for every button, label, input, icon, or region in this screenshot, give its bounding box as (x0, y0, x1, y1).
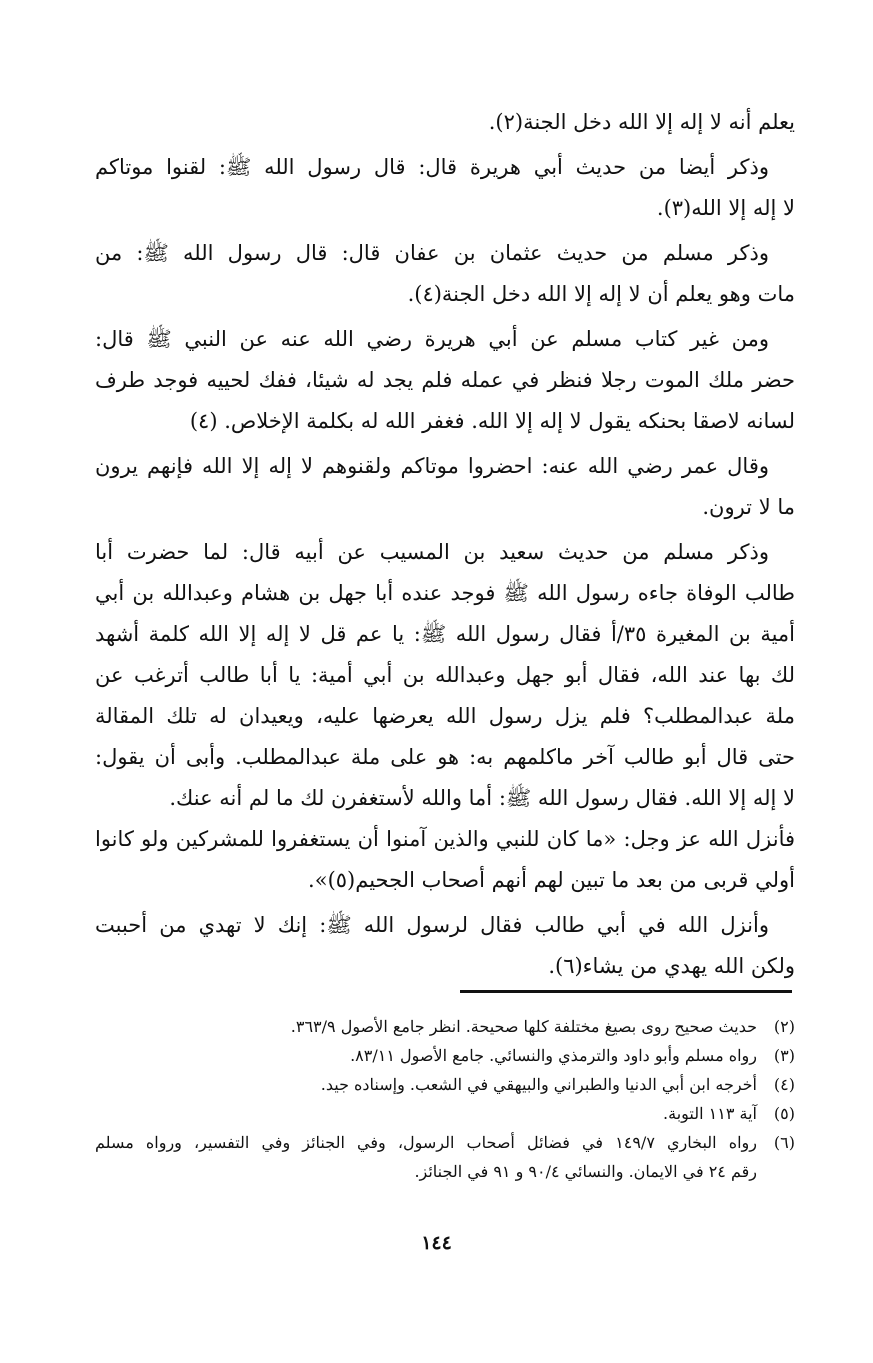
text-line: وأنزل الله في أبي طالب فقال لرسول الله ﷺ: إنك لا تهدي من أحببت (95, 913, 769, 937)
text-line: ولكن الله يهدي من يشاء(٦). (548, 954, 795, 978)
footnote-text: رواه البخاري ١٤٩/٧ في فضائل أصحاب الرسول، وفي الجنائز وفي التفسير، ورواه مسلم (95, 1133, 758, 1152)
footnote (95, 1128, 795, 1186)
paragraph-6 (95, 532, 795, 819)
text-line: وذكر مسلم من حديث عثمان بن عفان قال: قال رسول الله ﷺ: من (95, 241, 769, 265)
footnote-text: رواه مسلم وأبو داود والترمذي والنسائي. جامع الأصول ٨٣/١١. (350, 1046, 757, 1065)
text-line: أمية بن المغيرة ٣٥/أ فقال رسول الله ﷺ: يا عم قل لا إله إلا الله كلمة أشهد (95, 622, 795, 646)
text-line: لا إله إلا الله. فقال رسول الله ﷺ: أما والله لأستغفرن لك ما لم أنه عنك. (169, 786, 795, 810)
footnote-text: رقم ٢٤ في الايمان. والنسائي ٩٠/٤ و ٩١ في الجنائز. (414, 1162, 757, 1181)
text-line: أولي قربى من بعد ما تبين لهم أنهم أصحاب الجحيم(٥)». (308, 868, 795, 892)
text-line: ما لا ترون. (702, 495, 795, 519)
footnote-number: (٦) (773, 1133, 795, 1152)
text-line: لك بها عند الله، فقال أبو جهل وعبدالله بن أبي أمية: يا أبا طالب أترغب عن (95, 663, 795, 687)
footnote-number: (٤) (773, 1075, 795, 1094)
text-line: حتى قال أبو طالب آخر ماكلمهم به: هو على ملة عبدالمطلب. وأبى أن يقول: (95, 745, 795, 769)
footnotes (95, 1012, 795, 1186)
footnote (95, 1099, 795, 1128)
paragraph-5 (95, 446, 795, 528)
text-line: مات وهو يعلم أن لا إله إلا الله دخل الجنة(٤). (407, 282, 795, 306)
footnote-number: (٣) (773, 1046, 795, 1065)
footnote-text: حديث صحيح روى بصيغ مختلفة كلها صحيحة. انظر جامع الأصول ٣٦٣/٩. (290, 1017, 757, 1036)
paragraph-2 (95, 147, 795, 229)
paragraph-3 (95, 233, 795, 315)
text-line: وذكر مسلم من حديث سعيد بن المسيب عن أبيه قال: لما حضرت أبا (95, 540, 769, 564)
footnote-divider (460, 990, 792, 993)
main-text (95, 102, 795, 987)
paragraph-1 (95, 102, 795, 143)
text-line: وذكر أيضا من حديث أبي هريرة قال: قال رسول الله ﷺ: لقنوا موتاكم (95, 155, 769, 179)
text-line: لا إله إلا الله(٣). (656, 196, 795, 220)
paragraph-7 (95, 819, 795, 901)
footnote (95, 1041, 795, 1070)
footnote-number: (٥) (773, 1104, 795, 1123)
footnote (95, 1012, 795, 1041)
text-line: فأنزل الله عز وجل: «ما كان للنبي والذين آمنوا أن يستغفروا للمشركين ولو كانوا (95, 827, 795, 851)
text-line: يعلم أنه لا إله إلا الله دخل الجنة(٢). (488, 110, 795, 134)
text-line: ملة عبدالمطلب؟ فلم يزل رسول الله يعرضها عليه، ويعيدان له تلك المقالة (95, 704, 795, 728)
page-number: ١٤٤ (421, 1232, 452, 1254)
footnote-text: أخرجه ابن أبي الدنيا والطبراني والبيهقي في الشعب. وإسناده جيد. (320, 1075, 757, 1094)
footnote-number: (٢) (773, 1017, 795, 1036)
text-line: لسانه لاصقا بحنكه يقول لا إله إلا الله. فغفر الله له بكلمة الإخلاص. (٤) (189, 409, 795, 433)
paragraph-4 (95, 319, 795, 442)
footnote-text: آية ١١٣ التوبة. (663, 1104, 757, 1123)
text-line: حضر ملك الموت رجلا فنظر في عمله فلم يجد له شيئا، ففك لحييه فوجد طرف (95, 368, 795, 392)
text-line: وقال عمر رضي الله عنه: احضروا موتاكم ولقنوهم لا إله إلا الله فإنهم يرون (95, 454, 769, 478)
paragraph-8 (95, 905, 795, 987)
text-line: ومن غير كتاب مسلم عن أبي هريرة رضي الله عنه عن النبي ﷺ قال: (95, 327, 769, 351)
text-line: طالب الوفاة جاءه رسول الله ﷺ فوجد عنده أبا جهل بن هشام وعبدالله بن أبي (95, 581, 795, 605)
footnote (95, 1070, 795, 1099)
